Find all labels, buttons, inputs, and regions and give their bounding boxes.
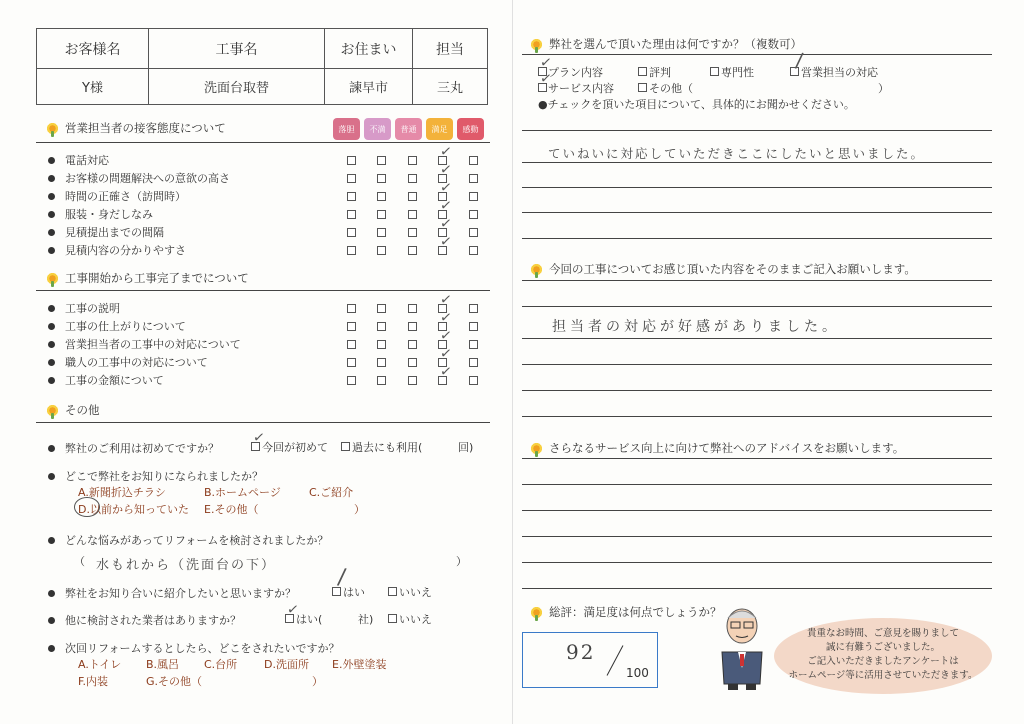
section-sales-attitude-title: 営業担当者の接客態度について <box>46 120 226 136</box>
thanks-bubble: 貴重なお時間、ご意見を賜りまして 誠に有難うございました。 ご記入いただきましたアンケートは ホームページ等に活用させていただきます。 <box>774 618 992 694</box>
question-recommend: 弊社をお知り合いに紹介したいと思いますか？ <box>48 585 296 601</box>
rating-checkbox[interactable] <box>469 376 478 385</box>
rating-checkbox[interactable] <box>377 358 386 367</box>
survey-item-label: 服装・身だしなみ <box>65 208 153 221</box>
reason-expertise-checkbox[interactable] <box>710 67 719 76</box>
survey-item <box>48 318 186 334</box>
check-mark: ✓ <box>538 54 553 72</box>
check-mark: / <box>794 47 805 73</box>
answer-line <box>522 416 992 417</box>
rating-checkbox[interactable] <box>469 246 478 255</box>
flower-icon <box>530 263 543 276</box>
rating-checkbox[interactable] <box>377 210 386 219</box>
option-bath[interactable]: B.風呂 <box>146 658 180 671</box>
badge-neutral: 普通 <box>395 118 422 140</box>
option-interior[interactable]: F.内装 <box>78 675 109 688</box>
rating-checkbox[interactable] <box>347 246 356 255</box>
option-newspaper-flyer[interactable]: A.新聞折込チラシ <box>78 486 166 499</box>
option-exterior-paint[interactable]: E.外壁塗装 <box>332 658 387 671</box>
section-reasons-title: 弊社を選んで頂いた理由は何ですか？（複数可） <box>530 36 802 52</box>
rating-checkbox[interactable] <box>408 304 417 313</box>
paren-open: （ <box>74 555 85 568</box>
check-mark: ✓ <box>438 309 453 327</box>
rating-checkbox[interactable] <box>347 340 356 349</box>
answer-line <box>522 390 992 391</box>
reason-sales-label: 営業担当の対応 <box>801 66 878 79</box>
option-other-close: ） <box>354 503 365 516</box>
badge-impressed: 感動 <box>457 118 484 140</box>
divider <box>522 280 992 281</box>
check-mark: ✓ <box>538 70 553 88</box>
vendors-no-label: いいえ <box>399 613 432 626</box>
check-mark: ✓ <box>438 291 453 309</box>
answer-line <box>522 306 992 307</box>
answer-line <box>522 238 992 239</box>
answer-line <box>522 510 992 511</box>
score-max: 100 <box>626 666 649 680</box>
survey-item-label: 職人の工事中の対応について <box>65 356 208 369</box>
divider <box>36 142 490 143</box>
recommend-no-checkbox[interactable] <box>388 587 397 596</box>
survey-item <box>48 242 186 258</box>
rating-checkbox[interactable] <box>377 340 386 349</box>
rating-checkbox[interactable] <box>347 156 356 165</box>
divider <box>522 458 992 459</box>
divider <box>36 422 490 423</box>
residence: 諫早市 <box>325 69 413 105</box>
rating-checkbox[interactable] <box>408 174 417 183</box>
answer-line <box>522 562 992 563</box>
option-toilet[interactable]: A.トイレ <box>78 658 122 671</box>
header-col-customer: お客様名 <box>37 29 149 69</box>
section-score-title: 総評：満足度は何点でしょうか？ <box>530 604 722 620</box>
header-col-work: 工事名 <box>149 29 325 69</box>
check-mark: ✓ <box>251 429 266 447</box>
vendors-yes-label: はい( <box>296 613 323 626</box>
rating-checkbox[interactable] <box>469 228 478 237</box>
impression-answer: 担当者の対応が好感がありました。 <box>552 319 840 335</box>
reasons-note: ●チェックを頂いた項目について、具体的にお聞かせください。 <box>538 98 855 111</box>
check-mark: ✓ <box>438 233 453 251</box>
rating-checkbox[interactable] <box>347 376 356 385</box>
divider <box>36 290 490 291</box>
rating-checkbox[interactable] <box>377 304 386 313</box>
survey-item <box>48 300 120 316</box>
check-mark: ✓ <box>438 327 453 345</box>
survey-item <box>48 354 208 370</box>
rating-checkbox[interactable] <box>408 376 417 385</box>
survey-item-label: 工事の仕上がりについて <box>65 320 186 333</box>
answer-line <box>522 364 992 365</box>
option-referral[interactable]: C.ご紹介 <box>309 486 354 499</box>
rating-checkbox[interactable] <box>469 210 478 219</box>
rating-checkbox[interactable] <box>469 358 478 367</box>
rating-checkbox[interactable] <box>469 322 478 331</box>
recommend-yes-label: はい <box>343 586 365 599</box>
survey-item <box>48 188 186 204</box>
rating-checkbox[interactable] <box>469 192 478 201</box>
rating-checkbox[interactable] <box>347 358 356 367</box>
reason-plan-label: プラン内容 <box>548 66 603 79</box>
rating-checkbox[interactable] <box>408 340 417 349</box>
rating-checkbox[interactable] <box>377 376 386 385</box>
option-other[interactable]: E.その他（ <box>204 503 259 516</box>
reason-other-label: その他（ <box>649 82 693 95</box>
rating-checkbox[interactable] <box>377 192 386 201</box>
flower-icon <box>46 404 59 417</box>
option-homepage[interactable]: B.ホームページ <box>204 486 281 499</box>
header-col-staff: 担当 <box>413 29 488 69</box>
question-how-known: どこで弊社をお知りになられましたか？ <box>48 468 263 484</box>
survey-item <box>48 336 241 352</box>
survey-item <box>48 372 164 388</box>
score-value: 92 <box>566 640 596 664</box>
section-other-title: その他 <box>46 402 100 418</box>
rating-checkbox[interactable] <box>469 304 478 313</box>
survey-item-label: 電話対応 <box>65 154 109 167</box>
answer-line <box>522 130 992 131</box>
badge-disappointed: 落胆 <box>333 118 360 140</box>
rating-checkbox[interactable] <box>469 156 478 165</box>
option-knew-before[interactable]: D.以前から知っていた <box>78 503 189 516</box>
answer-line <box>522 162 992 163</box>
badge-satisfied: 満足 <box>426 118 453 140</box>
survey-item-label: 工事の金額について <box>65 374 164 387</box>
check-mark: ✓ <box>285 601 300 619</box>
flower-icon <box>530 38 543 51</box>
staff-name: 三丸 <box>413 69 488 105</box>
check-mark: ✓ <box>438 197 453 215</box>
rating-checkbox[interactable] <box>408 246 417 255</box>
rating-checkbox[interactable] <box>347 228 356 237</box>
check-mark: / <box>336 564 348 591</box>
used-before-checkbox[interactable] <box>341 442 350 451</box>
answer-line <box>522 187 992 188</box>
question-first-use: 弊社のご利用は初めてですか？ <box>48 440 219 456</box>
question-other-vendors: 他に検討された業者はありますか？ <box>48 612 241 628</box>
survey-item-label: 見積提出までの間隔 <box>65 226 164 239</box>
header-col-residence: お住まい <box>325 29 413 69</box>
option-kitchen[interactable]: C.台所 <box>204 658 238 671</box>
survey-item <box>48 170 230 186</box>
answer-line <box>522 338 992 339</box>
reason-other-close: ） <box>878 82 889 95</box>
mascot-icon <box>716 606 768 692</box>
answer-line <box>522 588 992 589</box>
answer-line <box>522 484 992 485</box>
survey-item <box>48 152 109 168</box>
survey-item <box>48 206 153 222</box>
section-advice-title: さらなるサービス向上に向けて弊社へのアドバイスをお願いします。 <box>530 440 904 456</box>
check-mark: ✓ <box>438 179 453 197</box>
badge-dissatisfied: 不満 <box>364 118 391 140</box>
answer-line <box>522 212 992 213</box>
option-other-next[interactable]: G.その他（ <box>146 675 203 688</box>
recommend-no-label: いいえ <box>399 586 432 599</box>
flower-icon <box>46 122 59 135</box>
vendors-count-label: 社) <box>358 613 374 626</box>
rating-checkbox[interactable] <box>347 210 356 219</box>
check-mark: ✓ <box>438 161 453 179</box>
flower-icon <box>46 272 59 285</box>
used-before-label: 過去にも利用( <box>352 441 423 454</box>
reason-service-label: サービス内容 <box>548 82 614 95</box>
reason-reputation-checkbox[interactable] <box>638 67 647 76</box>
rating-checkbox[interactable] <box>347 304 356 313</box>
rating-checkbox[interactable] <box>347 174 356 183</box>
rating-checkbox[interactable] <box>408 156 417 165</box>
check-mark: ✓ <box>438 345 453 363</box>
rating-checkbox[interactable] <box>408 192 417 201</box>
paren-close: ） <box>456 555 467 568</box>
rating-checkbox[interactable] <box>377 246 386 255</box>
survey-item-label: 営業担当者の工事中の対応について <box>65 338 241 351</box>
option-other-next-close: ） <box>312 675 323 688</box>
rating-checkbox[interactable] <box>377 322 386 331</box>
reason-other-checkbox[interactable] <box>638 83 647 92</box>
survey-item-label: 工事の説明 <box>65 302 120 315</box>
section-construction-title: 工事開始から工事完了までについて <box>46 270 249 286</box>
work-name: 洗面台取替 <box>149 69 325 105</box>
selection-circle <box>74 497 100 517</box>
rating-checkbox[interactable] <box>469 174 478 183</box>
rating-checkbox[interactable] <box>408 322 417 331</box>
check-mark: ✓ <box>438 215 453 233</box>
used-before-count-label: 回) <box>458 441 474 454</box>
reason-expertise-label: 専門性 <box>721 66 754 79</box>
rating-badges <box>333 118 484 140</box>
rating-checkbox[interactable] <box>347 192 356 201</box>
section-impression-title: 今回の工事についてお感じ頂いた内容をそのままご記入お願いします。 <box>530 261 916 277</box>
rating-checkbox[interactable] <box>408 228 417 237</box>
question-next-reform: 次回リフォームするとしたら、どこをされたいですか？ <box>48 640 339 656</box>
vendors-no-checkbox[interactable] <box>388 614 397 623</box>
concern-answer: 水もれから（洗面台の下） <box>96 558 277 573</box>
survey-item-label: 時間の正確さ（訪問時） <box>65 190 186 203</box>
rating-checkbox[interactable] <box>469 340 478 349</box>
survey-item <box>48 224 164 240</box>
customer-name: Y様 <box>37 69 149 105</box>
survey-item-label: 見積内容の分かりやすさ <box>65 244 186 257</box>
divider <box>522 54 992 55</box>
first-time-label: 今回が初めて <box>262 441 328 454</box>
rating-checkbox[interactable] <box>377 174 386 183</box>
customer-header-table <box>36 28 488 105</box>
rating-checkbox[interactable] <box>377 156 386 165</box>
check-mark: ✓ <box>438 143 453 161</box>
check-mark: ✓ <box>438 363 453 381</box>
flower-icon <box>530 442 543 455</box>
flower-icon <box>530 606 543 619</box>
reason-reputation-label: 評判 <box>649 66 671 79</box>
question-concern: どんな悩みがあってリフォームを検討されましたか？ <box>48 532 328 548</box>
rating-checkbox[interactable] <box>408 210 417 219</box>
rating-checkbox[interactable] <box>347 322 356 331</box>
answer-line <box>522 536 992 537</box>
reason-answer: ていねいに対応していただきここにしたいと思いました。 <box>548 146 926 161</box>
survey-item-label: お客様の問題解決への意欲の高さ <box>65 172 230 185</box>
option-washroom[interactable]: D.洗面所 <box>264 658 309 671</box>
rating-checkbox[interactable] <box>377 228 386 237</box>
rating-checkbox[interactable] <box>408 358 417 367</box>
